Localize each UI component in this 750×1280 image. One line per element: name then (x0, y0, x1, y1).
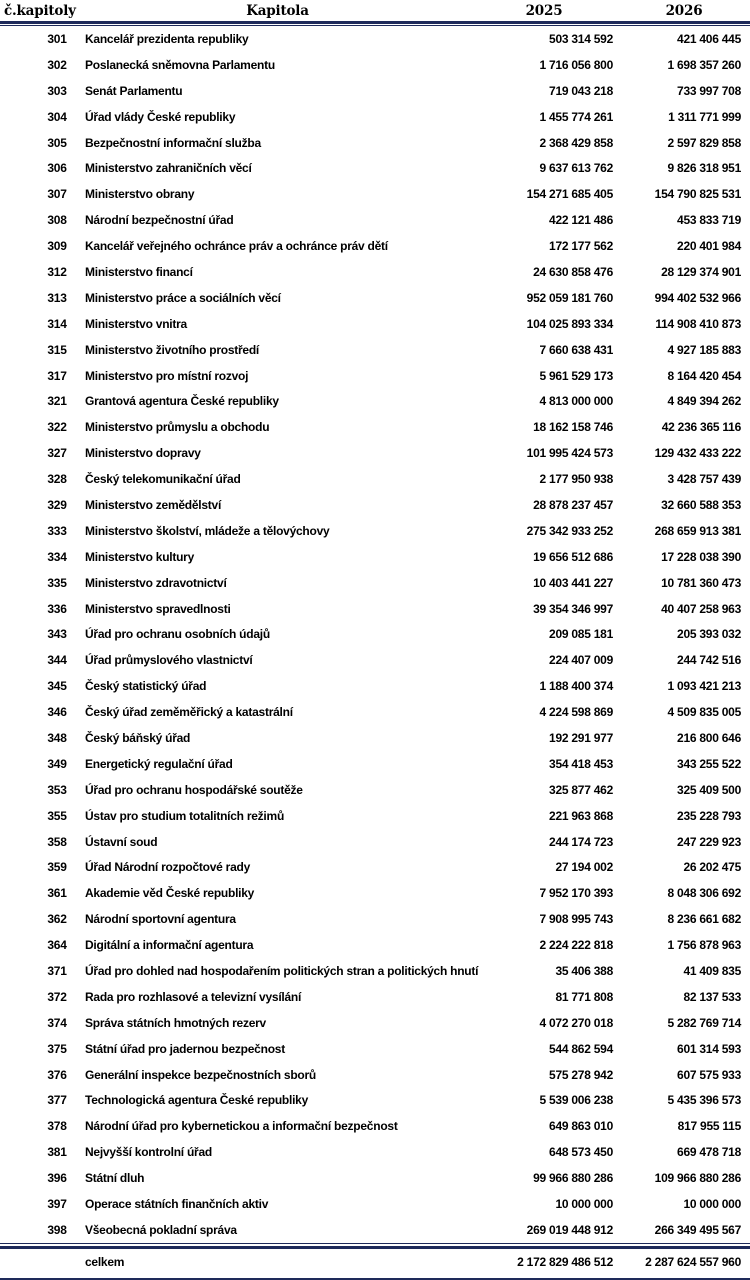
table-row (0, 1010, 750, 1036)
column-header-2026: 2026 (665, 2, 703, 19)
chapter-code: 314 (47, 316, 67, 331)
chapter-code: 349 (47, 756, 67, 771)
column-header-2025: 2025 (525, 2, 563, 19)
value-2026: 129 432 433 222 (654, 446, 741, 461)
chapter-name: Ministerstvo dopravy (85, 446, 201, 461)
value-2025: 9 637 613 762 (539, 161, 613, 176)
chapter-name: Úřad vlády České republiky (85, 109, 236, 124)
total-value-2025: 2 172 829 486 512 (517, 1255, 613, 1270)
value-2025: 269 019 448 912 (526, 1222, 613, 1237)
chapter-name: Národní bezpečnostní úřad (85, 213, 234, 228)
table-row (0, 1217, 750, 1243)
value-2026: 32 660 588 353 (661, 497, 741, 512)
chapter-code: 344 (47, 653, 67, 668)
chapter-name: Ministerstvo průmyslu a obchodu (85, 420, 270, 435)
chapter-name: Ústavní soud (85, 834, 158, 849)
value-2026: 607 575 933 (677, 1067, 741, 1082)
value-2026: 421 406 445 (677, 31, 741, 46)
chapter-code: 375 (47, 1041, 67, 1056)
value-2026: 994 402 532 966 (654, 290, 741, 305)
chapter-code: 334 (47, 549, 67, 564)
chapter-name: Nejvyšší kontrolní úřad (85, 1145, 212, 1160)
value-2025: 649 863 010 (549, 1119, 613, 1134)
table-row (0, 673, 750, 699)
chapter-code: 376 (47, 1067, 67, 1082)
chapter-name: Rada pro rozhlasové a televizní vysílání (85, 989, 302, 1004)
table-row (0, 259, 750, 285)
value-2025: 224 407 009 (549, 653, 613, 668)
value-2025: 99 966 880 286 (533, 1171, 613, 1186)
column-header-chapter: Kapitola (246, 2, 309, 19)
table-row (0, 621, 750, 647)
value-2025: 1 455 774 261 (539, 109, 613, 124)
table-row (0, 570, 750, 596)
chapter-code: 361 (47, 886, 67, 901)
value-2025: 2 177 950 938 (539, 472, 613, 487)
column-header-chapter-number: č.kapitoly (4, 2, 76, 19)
table-row (0, 855, 750, 881)
chapter-code: 312 (47, 264, 67, 279)
value-2025: 2 224 222 818 (539, 938, 613, 953)
table-row (0, 1062, 750, 1088)
chapter-code: 353 (47, 782, 67, 797)
chapter-code: 322 (47, 420, 67, 435)
chapter-code: 377 (47, 1093, 67, 1108)
value-2025: 172 177 562 (549, 239, 613, 254)
chapter-name: Ministerstvo zdravotnictví (85, 575, 227, 590)
chapter-code: 358 (47, 834, 67, 849)
table-row (0, 803, 750, 829)
table-row (0, 699, 750, 725)
value-2026: 343 255 522 (677, 756, 741, 771)
chapter-name: Národní sportovní agentura (85, 912, 236, 927)
value-2025: 10 403 441 227 (533, 575, 613, 590)
table-row (0, 1139, 750, 1165)
chapter-code: 372 (47, 989, 67, 1004)
chapter-name: Všeobecná pokladní správa (85, 1222, 237, 1237)
value-2025: 27 194 002 (555, 860, 613, 875)
value-2025: 5 961 529 173 (539, 368, 613, 383)
value-2026: 266 349 495 567 (654, 1222, 741, 1237)
value-2025: 19 656 512 686 (533, 549, 613, 564)
chapter-name: Ministerstvo financí (85, 264, 193, 279)
table-row (0, 1113, 750, 1139)
value-2026: 4 849 394 262 (667, 394, 741, 409)
chapter-name: Ministerstvo životního prostředí (85, 342, 260, 357)
chapter-name: Správa státních hmotných rezerv (85, 1015, 266, 1030)
chapter-code: 306 (47, 161, 67, 176)
value-2025: 4 813 000 000 (539, 394, 613, 409)
value-2026: 9 826 318 951 (667, 161, 741, 176)
value-2026: 8 236 661 682 (667, 912, 741, 927)
chapter-code: 355 (47, 808, 67, 823)
value-2025: 648 573 450 (549, 1145, 613, 1160)
table-row (0, 544, 750, 570)
value-2026: 1 311 771 999 (668, 109, 741, 124)
value-2025: 81 771 808 (555, 989, 613, 1004)
value-2026: 1 756 878 963 (667, 938, 741, 953)
chapter-name: Ministerstvo zahraničních věcí (85, 161, 252, 176)
chapter-code: 305 (47, 135, 67, 150)
value-2026: 40 407 258 963 (661, 601, 741, 616)
chapter-code: 317 (47, 368, 67, 383)
table-row (0, 26, 750, 52)
chapter-name: Senát Parlamentu (85, 83, 183, 98)
chapter-code: 327 (47, 446, 67, 461)
chapter-code: 336 (47, 601, 67, 616)
value-2025: 422 121 486 (549, 213, 613, 228)
chapter-name: Akademie věd České republiky (85, 886, 255, 901)
table-row (0, 207, 750, 233)
table-row (0, 958, 750, 984)
value-2026: 154 790 825 531 (654, 187, 741, 202)
value-2026: 109 966 880 286 (654, 1171, 741, 1186)
table-row (0, 880, 750, 906)
value-2026: 4 509 835 005 (667, 705, 741, 720)
table-row (0, 518, 750, 544)
value-2025: 154 271 685 405 (526, 187, 613, 202)
chapter-name: Kancelář prezidenta republiky (85, 31, 249, 46)
value-2026: 8 164 420 454 (667, 368, 741, 383)
chapter-code: 302 (47, 57, 67, 72)
chapter-name: Ministerstvo práce a sociálních věcí (85, 290, 281, 305)
value-2025: 4 072 270 018 (539, 1015, 613, 1030)
chapter-name: Energetický regulační úřad (85, 756, 233, 771)
chapter-name: Ministerstvo školství, mládeže a tělovýchovy (85, 523, 330, 538)
total-row (0, 1249, 750, 1276)
value-2025: 28 878 237 457 (533, 497, 613, 512)
chapter-name: Technologická agentura České republiky (85, 1093, 309, 1108)
table-row (0, 596, 750, 622)
chapter-name: Státní úřad pro jadernou bezpečnost (85, 1041, 285, 1056)
table-body (0, 26, 750, 1243)
value-2026: 268 659 913 381 (654, 523, 741, 538)
table-header-row (0, 0, 750, 21)
value-2026: 1 698 357 260 (667, 57, 741, 72)
chapter-name: Ministerstvo zemědělství (85, 497, 222, 512)
chapter-name: Operace státních finančních aktiv (85, 1197, 269, 1212)
value-2026: 41 409 835 (683, 964, 741, 978)
chapter-name: Digitální a informační agentura (85, 938, 254, 953)
table-row (0, 388, 750, 414)
value-2026: 247 229 923 (677, 834, 741, 849)
chapter-name: Národní úřad pro kybernetickou a informační bezpečnost (85, 1119, 398, 1134)
value-2026: 733 997 708 (677, 83, 741, 98)
table-row (0, 984, 750, 1010)
table-row (0, 233, 750, 259)
value-2026: 28 129 374 901 (661, 264, 741, 279)
table-row (0, 414, 750, 440)
chapter-name: Úřad pro dohled nad hospodařením politických stran a politických hnutí (85, 964, 479, 978)
chapter-code: 371 (47, 964, 67, 978)
value-2025: 209 085 181 (549, 627, 613, 642)
chapter-code: 321 (47, 394, 67, 409)
chapter-name: Český statistický úřad (85, 679, 207, 694)
table-row (0, 647, 750, 673)
table-row (0, 906, 750, 932)
value-2025: 2 368 429 858 (539, 135, 613, 150)
value-2026: 114 908 410 873 (655, 316, 741, 331)
chapter-name: Ministerstvo kultury (85, 549, 195, 564)
chapter-code: 333 (47, 523, 67, 538)
value-2025: 35 406 388 (555, 964, 613, 978)
chapter-code: 364 (47, 938, 67, 953)
table-row (0, 104, 750, 130)
value-2026: 42 236 365 116 (661, 420, 741, 435)
chapter-name: Ministerstvo spravedlnosti (85, 601, 231, 616)
value-2026: 817 955 115 (677, 1119, 741, 1134)
chapter-code: 303 (47, 83, 67, 98)
table-row (0, 1088, 750, 1114)
value-2025: 1 716 056 800 (539, 57, 613, 72)
value-2025: 7 908 995 743 (539, 912, 613, 927)
total-label: celkem (85, 1255, 125, 1270)
chapter-name: Ministerstvo vnitra (85, 316, 187, 331)
table-row (0, 492, 750, 518)
value-2026: 3 428 757 439 (667, 472, 741, 487)
chapter-code: 335 (47, 575, 67, 590)
chapter-code: 396 (47, 1171, 67, 1186)
table-row (0, 130, 750, 156)
value-2025: 354 418 453 (549, 756, 613, 771)
chapter-name: Bezpečnostní informační služba (85, 135, 261, 150)
value-2026: 82 137 533 (683, 989, 741, 1004)
table-row (0, 181, 750, 207)
value-2025: 39 354 346 997 (533, 601, 613, 616)
chapter-name: Generální inspekce bezpečnostních sborů (85, 1067, 316, 1082)
value-2025: 719 043 218 (549, 83, 613, 98)
table-row (0, 1191, 750, 1217)
value-2026: 5 282 769 714 (667, 1015, 741, 1030)
table-row (0, 78, 750, 104)
chapter-code: 381 (47, 1145, 67, 1160)
value-2026: 325 409 500 (677, 782, 741, 797)
table-row (0, 725, 750, 751)
chapter-code: 315 (47, 342, 67, 357)
chapter-name: Grantová agentura České republiky (85, 394, 279, 409)
value-2025: 221 963 868 (549, 808, 613, 823)
chapter-code: 346 (47, 705, 67, 720)
chapter-code: 378 (47, 1119, 67, 1134)
chapter-code: 309 (47, 239, 67, 254)
chapter-code: 307 (47, 187, 67, 202)
value-2026: 1 093 421 213 (667, 679, 741, 694)
chapter-name: Státní dluh (85, 1171, 145, 1186)
table-row (0, 1165, 750, 1191)
value-2026: 216 800 646 (677, 730, 741, 745)
value-2025: 1 188 400 374 (539, 679, 613, 694)
total-value-2026: 2 287 624 557 960 (645, 1255, 741, 1270)
value-2026: 601 314 593 (677, 1041, 741, 1056)
value-2026: 669 478 718 (677, 1145, 741, 1160)
value-2025: 244 174 723 (549, 834, 613, 849)
value-2026: 235 228 793 (677, 808, 741, 823)
table-row (0, 52, 750, 78)
value-2026: 8 048 306 692 (667, 886, 741, 901)
chapter-name: Poslanecká sněmovna Parlamentu (85, 57, 275, 72)
value-2025: 275 342 933 252 (526, 523, 613, 538)
table-row (0, 311, 750, 337)
chapter-code: 359 (47, 860, 67, 875)
value-2026: 10 000 000 (683, 1197, 741, 1212)
value-2026: 4 927 185 883 (667, 342, 741, 357)
value-2026: 220 401 984 (677, 239, 741, 254)
table-row (0, 337, 750, 363)
value-2025: 7 660 638 431 (539, 342, 613, 357)
chapter-code: 362 (47, 912, 67, 927)
value-2025: 7 952 170 393 (539, 886, 613, 901)
value-2025: 101 995 424 573 (526, 446, 613, 461)
value-2025: 4 224 598 869 (539, 705, 613, 720)
table-row (0, 1036, 750, 1062)
chapter-name: Ústav pro studium totalitních režimů (85, 808, 285, 823)
value-2025: 503 314 592 (549, 31, 613, 46)
value-2026: 453 833 719 (677, 213, 741, 228)
value-2025: 24 630 858 476 (533, 264, 613, 279)
chapter-name: Ministerstvo obrany (85, 187, 195, 202)
chapter-name: Úřad Národní rozpočtové rady (85, 860, 251, 875)
table-row (0, 777, 750, 803)
chapter-code: 374 (47, 1015, 67, 1030)
value-2026: 244 742 516 (677, 653, 741, 668)
value-2025: 544 862 594 (549, 1041, 613, 1056)
chapter-code: 348 (47, 730, 67, 745)
value-2025: 10 000 000 (555, 1197, 613, 1212)
chapter-name: Český telekomunikační úřad (85, 472, 241, 487)
chapter-code: 301 (47, 31, 67, 46)
chapter-code: 397 (47, 1197, 67, 1212)
chapter-code: 308 (47, 213, 67, 228)
value-2026: 2 597 829 858 (667, 135, 741, 150)
table-row (0, 751, 750, 777)
table-row (0, 285, 750, 311)
table-row (0, 466, 750, 492)
chapter-code: 345 (47, 679, 67, 694)
value-2025: 952 059 181 760 (526, 290, 613, 305)
table-row (0, 155, 750, 181)
chapter-name: Ministerstvo pro místní rozvoj (85, 368, 249, 383)
chapter-code: 398 (47, 1222, 67, 1237)
value-2025: 192 291 977 (549, 730, 613, 745)
value-2025: 18 162 158 746 (533, 420, 613, 435)
chapter-name: Český úřad zeměměřický a katastrální (85, 705, 293, 720)
table-row (0, 829, 750, 855)
value-2026: 205 393 032 (677, 627, 741, 642)
chapter-code: 328 (47, 472, 67, 487)
value-2025: 325 877 462 (549, 782, 613, 797)
chapter-name: Český báňský úřad (85, 730, 191, 745)
chapter-code: 304 (47, 109, 67, 124)
chapter-code: 313 (47, 290, 67, 305)
value-2026: 10 781 360 473 (661, 575, 741, 590)
value-2025: 575 278 942 (549, 1067, 613, 1082)
value-2026: 17 228 038 390 (661, 549, 741, 564)
value-2026: 26 202 475 (683, 860, 741, 875)
chapter-name: Úřad pro ochranu hospodářské soutěže (85, 782, 303, 797)
table-row (0, 440, 750, 466)
chapter-name: Úřad průmyslového vlastnictví (85, 653, 253, 668)
chapter-name: Kancelář veřejného ochránce práv a ochránce práv dětí (85, 239, 388, 254)
value-2025: 5 539 006 238 (539, 1093, 613, 1108)
table-row (0, 932, 750, 958)
chapter-name: Úřad pro ochranu osobních údajů (85, 627, 270, 642)
table-row (0, 363, 750, 389)
chapter-code: 329 (47, 497, 67, 512)
value-2025: 104 025 893 334 (526, 316, 613, 331)
chapter-code: 343 (47, 627, 67, 642)
value-2026: 5 435 396 573 (667, 1093, 741, 1108)
